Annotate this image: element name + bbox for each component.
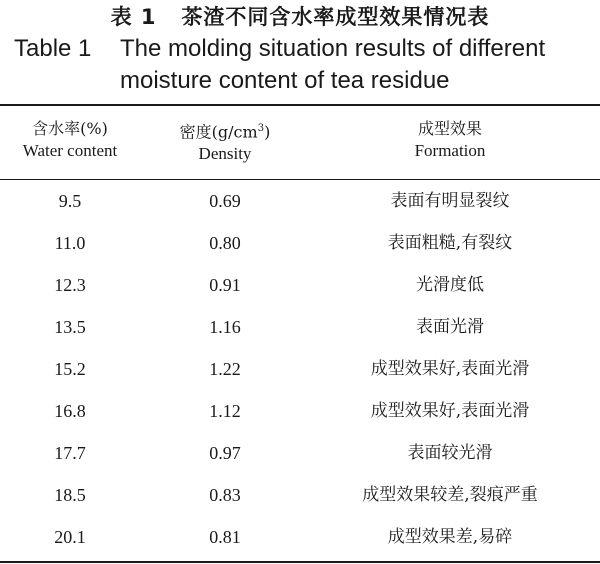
cell-density: 0.83 [209, 485, 241, 505]
table-row [0, 432, 600, 474]
header-formation [310, 118, 590, 162]
header-density-zh-sup: 3 [257, 123, 265, 134]
cell-density: 0.81 [209, 527, 241, 547]
cell-water-content: 17.7 [54, 443, 86, 463]
cell-water-content: 15.2 [54, 359, 86, 379]
cell-formation: 成型效果好,表面光滑 [370, 359, 530, 379]
cell-formation: 光滑度低 [416, 275, 484, 295]
caption-en-title-line1: The molding situation results of different [120, 35, 546, 62]
table-row [0, 222, 600, 264]
table-row [0, 474, 600, 516]
table-caption-en [14, 33, 594, 97]
cell-density: 1.12 [209, 401, 241, 421]
cell-formation: 表面粗糙,有裂纹 [387, 233, 513, 253]
table-row [0, 348, 600, 390]
cell-formation: 表面较光滑 [407, 443, 493, 463]
cell-formation: 成型效果好,表面光滑 [370, 401, 530, 421]
header-density-en: Density [198, 144, 252, 164]
header-density-zh [155, 118, 295, 143]
header-water-content [0, 118, 140, 162]
cell-density: 0.80 [209, 233, 241, 253]
table-top-rule [0, 104, 600, 106]
cell-formation: 表面有明显裂纹 [390, 191, 510, 211]
cell-density: 1.22 [209, 359, 241, 379]
cell-density: 1.16 [209, 317, 241, 337]
caption-zh-title: 茶渣不同含水率成型效果情况表 [181, 5, 490, 29]
cell-density: 0.97 [209, 443, 241, 463]
header-density-zh-suffix: ) [264, 122, 271, 142]
cell-water-content: 16.8 [54, 401, 86, 421]
caption-en-label: Table 1 [14, 35, 92, 62]
table-body [0, 180, 600, 558]
cell-water-content: 9.5 [58, 191, 82, 211]
table-row [0, 306, 600, 348]
cell-formation: 成型效果较差,裂痕严重 [362, 485, 538, 505]
table-caption-zh [0, 2, 600, 32]
table-row [0, 264, 600, 306]
header-density [155, 118, 295, 165]
table-row [0, 516, 600, 558]
caption-zh-label: 表 1 [110, 5, 157, 29]
cell-density: 0.69 [209, 191, 241, 211]
cell-water-content: 18.5 [54, 485, 86, 505]
cell-density: 0.91 [209, 275, 241, 295]
header-formation-zh: 成型效果 [417, 119, 482, 138]
cell-formation: 表面光滑 [416, 317, 484, 337]
header-water-en: Water content [22, 141, 118, 160]
cell-water-content: 20.1 [54, 527, 86, 547]
cell-water-content: 13.5 [54, 317, 86, 337]
header-water-zh: 含水率(%) [32, 119, 108, 138]
table-row [0, 390, 600, 432]
cell-water-content: 11.0 [54, 233, 86, 253]
caption-en-title-line2: moisture content of tea residue [120, 67, 450, 94]
cell-water-content: 12.3 [54, 275, 86, 295]
header-formation-en: Formation [414, 141, 486, 160]
cell-formation: 成型效果差,易碎 [387, 527, 513, 547]
header-density-zh-prefix: 密度(g/cm [179, 122, 258, 142]
table-row [0, 180, 600, 222]
table-bottom-rule [0, 561, 600, 563]
